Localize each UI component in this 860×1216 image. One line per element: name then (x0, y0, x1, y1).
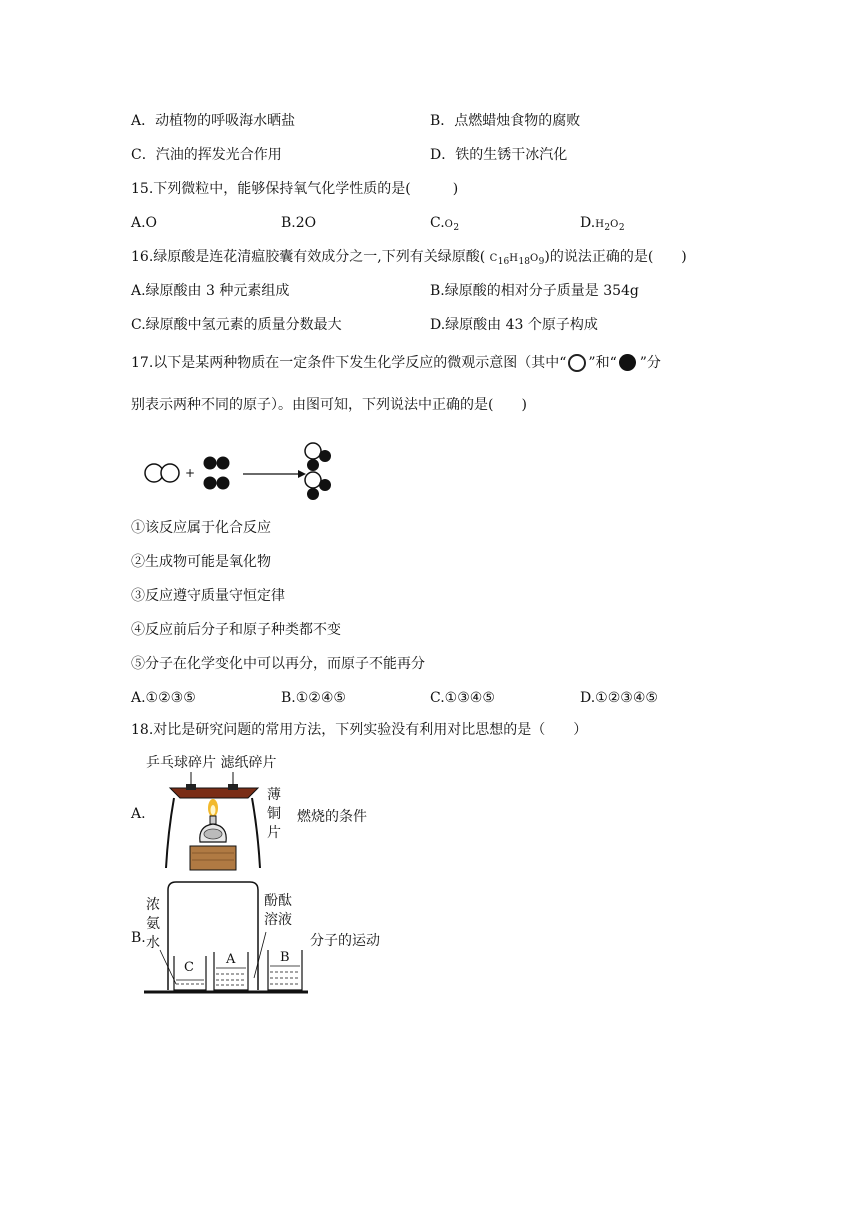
beaker-a-label: A (226, 952, 236, 967)
reactant-white-atom (161, 464, 179, 482)
wooden-block (190, 846, 236, 870)
q17-stem-line1: 17.以下是某两种物质在一定条件下发生化学反应的微观示意图（其中“ ”和“ ”分 (131, 355, 661, 371)
product-black-atom (319, 450, 331, 462)
ammonia-label: 浓 氨 水 (146, 897, 160, 951)
q17-option-d: D.①②③④⑤ (580, 690, 658, 706)
product-black-atom (319, 479, 331, 491)
q14-option-c: C．汽油的挥发光合作用 (131, 147, 282, 163)
q18-option-b-caption: 分子的运动 (310, 933, 380, 949)
white-atom-icon (568, 354, 586, 372)
q17-statement-3: ③反应遵守质量守恒定律 (131, 588, 285, 604)
product-white-atom (305, 472, 321, 488)
q14-option-b: B．点燃蜡烛食物的腐败 (430, 113, 581, 129)
q14-option-d: D．铁的生锈干冰汽化 (430, 147, 568, 163)
q16-stem: 16.绿原酸是连花清瘟胶囊有效成分之一,下列有关绿原酸( $C_{16}H_{18}O_9$)的说法正确的是( ) (131, 249, 687, 267)
combustion-apparatus-figure (146, 752, 296, 874)
figure-title-label: 乒乓球碎片 滤纸碎片 (146, 755, 277, 771)
q17-statement-2: ②生成物可能是氧化物 (131, 554, 271, 570)
reactant-black-atom (217, 457, 230, 470)
figure-side-label: 薄 铜 片 (267, 787, 281, 841)
q17-statement-5: ⑤分子在化学变化中可以再分，而原子不能再分 (131, 656, 425, 672)
q18-option-a-caption: 燃烧的条件 (297, 809, 367, 825)
q16-option-b: B.绿原酸的相对分子质量是 354g (430, 283, 639, 299)
reactant-black-atom (204, 457, 217, 470)
q16-option-c: C.绿原酸中氢元素的质量分数最大 (131, 317, 342, 333)
beaker-b-label: B (280, 950, 290, 965)
q15-option-d: $D.H_2O_2$ (580, 215, 625, 233)
reaction-diagram (140, 436, 340, 502)
product-black-atom (307, 488, 319, 500)
copper-plate (170, 788, 258, 798)
black-atom-icon (619, 354, 636, 371)
beaker-c-label: C (184, 960, 194, 975)
q17-stem-line2: 别表示两种不同的原子）。由图可知，下列说法中正确的是( ) (131, 397, 527, 413)
q17-option-b: B.①②④⑤ (281, 690, 346, 706)
q17-option-a: A.①②③⑤ (131, 690, 196, 706)
q18-option-b-letter: B. (131, 930, 146, 946)
tripod-leg (252, 798, 260, 868)
q15-option-b: B.2O (281, 215, 317, 231)
q17-option-c: C.①③④⑤ (430, 690, 495, 706)
q17-statement-4: ④反应前后分子和原子种类都不变 (131, 622, 341, 638)
reactant-black-atom (217, 477, 230, 490)
reaction-arrowhead (298, 470, 306, 478)
molecule-motion-figure (142, 880, 310, 998)
q18-option-a-letter: A. (131, 806, 146, 822)
q15-option-c: $C.O_2$ (430, 215, 460, 233)
q16-option-d: D.绿原酸由 43 个原子构成 (430, 317, 598, 333)
q16-option-a: A.绿原酸由 3 种元素组成 (131, 283, 290, 299)
q14-option-a: A．动植物的呼吸海水晒盐 (131, 113, 296, 129)
product-white-atom (305, 443, 321, 459)
lamp-wick-holder (210, 816, 216, 824)
bell-jar (168, 882, 258, 990)
plus-sign: + (185, 466, 196, 480)
phenolphthalein-label: 酚酞 溶液 (264, 893, 292, 928)
q15-option-a: A.O (131, 215, 158, 231)
q18-stem: 18.对比是研究问题的常用方法，下列实验没有利用对比思想的是（ ） (131, 722, 588, 738)
tripod-leg (166, 798, 174, 868)
product-black-atom (307, 459, 319, 471)
reactant-black-atom (204, 477, 217, 490)
q17-statement-1: ①该反应属于化合反应 (131, 520, 271, 536)
q15-stem: 15.下列微粒中，能够保持氧气化学性质的是( ) (131, 181, 459, 197)
